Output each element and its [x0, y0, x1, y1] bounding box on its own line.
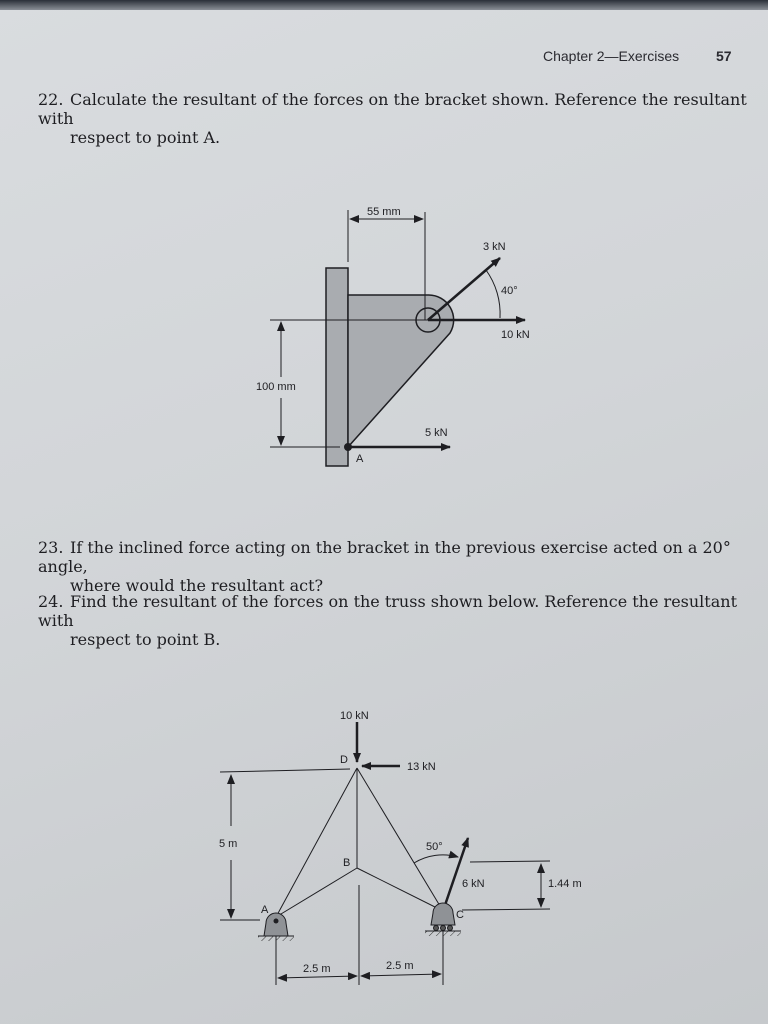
label-50deg: 50°	[426, 841, 443, 853]
label-point-c: C	[456, 909, 464, 921]
label-13kn: 13 kN	[407, 761, 436, 773]
dim-extension	[470, 861, 550, 862]
question-number: 23.	[38, 538, 64, 557]
truss-figure	[220, 722, 550, 985]
point-a-dot	[345, 444, 352, 451]
label-100mm: 100 mm	[256, 381, 296, 393]
angle-arc-40	[486, 270, 500, 318]
chapter-header: Chapter 2—Exercises	[543, 48, 680, 64]
label-3kn: 3 kN	[483, 241, 506, 253]
label-10kn: 10 kN	[340, 710, 369, 722]
label-55mm: 55 mm	[367, 206, 401, 218]
label-6kn: 6 kN	[462, 878, 485, 890]
angle-arc-50	[414, 855, 458, 863]
pin-support-a	[264, 913, 288, 936]
label-point-b: B	[343, 857, 351, 869]
dim-2-5m-left	[278, 976, 357, 978]
member-ab	[276, 868, 357, 917]
force-arrow-6kn	[443, 838, 468, 911]
question-text-cont: where would the resultant act?	[70, 576, 324, 595]
ground-c	[425, 931, 461, 936]
label-2-5m-left: 2.5 m	[303, 963, 331, 975]
dim-extension	[220, 769, 350, 772]
wall-plate	[326, 268, 348, 466]
page-number: 57	[716, 48, 732, 64]
question-text-cont: respect to point A.	[70, 128, 221, 147]
label-10kn: 10 kN	[501, 329, 530, 341]
question-text: If the inclined force acting on the bracket in the previous exercise acted on a 20° angle,	[38, 538, 731, 576]
label-point-d: D	[340, 754, 348, 766]
label-1-44m: 1.44 m	[548, 878, 582, 890]
question-number: 24.	[38, 592, 64, 611]
member-ad	[276, 768, 357, 917]
force-arrow-3kn	[428, 258, 500, 320]
label-5m: 5 m	[219, 838, 238, 850]
label-40deg: 40°	[501, 285, 518, 297]
question-number: 22.	[38, 90, 64, 109]
question-text-cont: respect to point B.	[70, 630, 221, 649]
question-text: Find the resultant of the forces on the truss shown below. Reference the resultant with	[38, 592, 737, 630]
label-point-a: A	[356, 453, 364, 465]
label-point-a: A	[261, 904, 269, 916]
dim-extension	[462, 909, 550, 910]
label-5kn: 5 kN	[425, 427, 448, 439]
dim-2-5m-right	[361, 974, 441, 976]
question-text: Calculate the resultant of the forces on the bracket shown. Reference the resultant with	[38, 90, 747, 128]
label-2-5m-right: 2.5 m	[386, 960, 414, 972]
ground-a	[258, 936, 294, 941]
